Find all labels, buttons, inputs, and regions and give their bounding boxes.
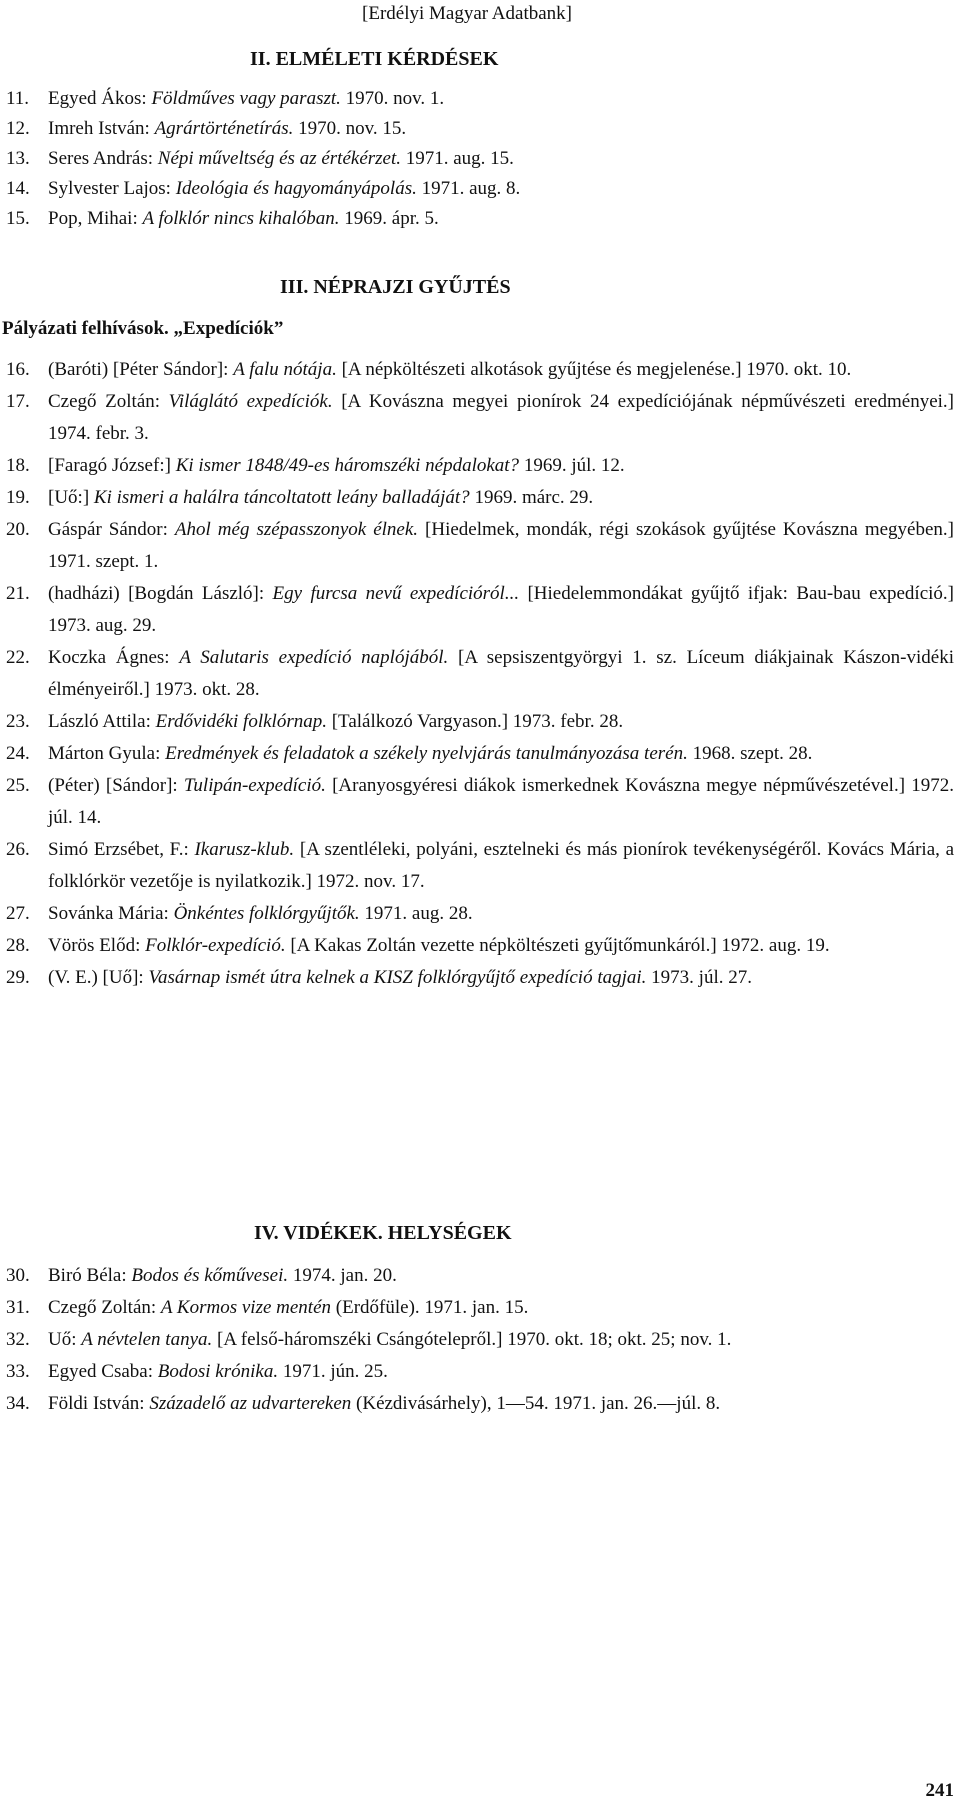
entry-author: Földi István: bbox=[48, 1393, 150, 1414]
entry-number: 28. bbox=[6, 935, 30, 956]
entry-details: [Aranyosgyéresi diákok ismerkednek Kovászna megye népművészetével.] 1972. júl. 14. bbox=[48, 775, 954, 828]
entry-number: 15. bbox=[6, 208, 30, 229]
entry-title: Bodosi krónika. bbox=[157, 1361, 279, 1382]
bibliography-entry bbox=[6, 1324, 954, 1356]
entry-number: 26. bbox=[6, 839, 30, 860]
section-4-entries bbox=[6, 1260, 954, 1420]
bibliography-entry bbox=[6, 386, 954, 450]
entry-number: 25. bbox=[6, 775, 30, 796]
entry-title: Egy furcsa nevű expedícióról... bbox=[272, 583, 520, 604]
entry-author: Simó Erzsébet, F.: bbox=[48, 839, 195, 860]
entry-number: 21. bbox=[6, 583, 30, 604]
entry-author: Imreh István: bbox=[48, 118, 155, 139]
entry-title: A Kormos vize mentén bbox=[160, 1297, 332, 1318]
entry-number: 16. bbox=[6, 359, 30, 380]
entry-details: 1969. márc. 29. bbox=[469, 487, 594, 508]
entry-details: 1968. szept. 28. bbox=[687, 743, 813, 764]
entry-author: László Attila: bbox=[48, 711, 156, 732]
entry-title: Ki ismeri a halálra táncoltatott leány balladáját? bbox=[93, 487, 470, 508]
entry-details: 1970. nov. 15. bbox=[293, 118, 407, 139]
entry-title: Népi műveltség és az értékérzet. bbox=[157, 148, 401, 169]
entry-number: 30. bbox=[6, 1265, 30, 1286]
entry-author: Biró Béla: bbox=[48, 1265, 132, 1286]
entry-title: A falu nótája. bbox=[233, 359, 337, 380]
entry-number: 17. bbox=[6, 391, 30, 412]
entry-title: Ideológia és hagyományápolás. bbox=[175, 178, 417, 199]
bibliography-entry bbox=[6, 898, 954, 930]
bibliography-entry bbox=[6, 706, 954, 738]
entry-number: 11. bbox=[6, 88, 30, 109]
bibliography-entry bbox=[6, 834, 954, 898]
bibliography-entry bbox=[6, 450, 954, 482]
entry-author: Koczka Ágnes: bbox=[48, 647, 180, 668]
entry-author: Sovánka Mária: bbox=[48, 903, 174, 924]
bibliography-entry bbox=[6, 1292, 954, 1324]
entry-author: (hadházi) [Bogdán László]: bbox=[48, 583, 273, 604]
entry-title: Földműves vagy paraszt. bbox=[151, 88, 341, 109]
section-3-entries bbox=[6, 354, 954, 994]
entry-author: Gáspár Sándor: bbox=[48, 519, 175, 540]
entry-title: A Salutaris expedíció naplójából. bbox=[179, 647, 449, 668]
section-3-subtitle: Pályázati felhívások. „Expedíciók” bbox=[2, 318, 284, 339]
section-4-title: IV. VIDÉKEK. HELYSÉGEK bbox=[254, 1222, 512, 1244]
entry-details: (Erdőfüle). 1971. jan. 15. bbox=[331, 1297, 529, 1318]
entry-details: 1970. nov. 1. bbox=[340, 88, 445, 109]
entry-author: (Péter) [Sándor]: bbox=[48, 775, 184, 796]
entry-title: Folklór-expedíció. bbox=[145, 935, 286, 956]
entry-number: 27. bbox=[6, 903, 30, 924]
entry-title: Eredmények és feladatok a székely nyelvjárás tanulmányozása terén. bbox=[165, 743, 688, 764]
section-2-title: II. ELMÉLETI KÉRDÉSEK bbox=[250, 48, 499, 70]
entry-author: Pop, Mihai: bbox=[48, 208, 143, 229]
entry-number: 29. bbox=[6, 967, 30, 988]
entry-author: Márton Gyula: bbox=[48, 743, 166, 764]
page-number: 241 bbox=[925, 1780, 954, 1801]
bibliography-entry bbox=[6, 1388, 954, 1420]
bibliography-entry bbox=[6, 642, 954, 706]
entry-number: 13. bbox=[6, 148, 30, 169]
entry-details: [Hiedelmek, mondák, régi szokások gyűjtése Kovászna megyében.] 1971. szept. 1. bbox=[48, 519, 954, 572]
entry-title: Világlátó expedíciók. bbox=[168, 391, 333, 412]
bibliography-entry bbox=[6, 578, 954, 642]
entry-number: 33. bbox=[6, 1361, 30, 1382]
entry-details: 1969. ápr. 5. bbox=[339, 208, 439, 229]
bibliography-entry bbox=[6, 738, 954, 770]
entry-title: Vasárnap ismét útra kelnek a KISZ folklórgyűjtő expedíció tagjai. bbox=[148, 967, 647, 988]
entry-details: [Találkozó Vargyason.] 1973. febr. 28. bbox=[326, 711, 624, 732]
source-header: [Erdélyi Magyar Adatbank] bbox=[362, 3, 572, 24]
entry-author: Uő: bbox=[48, 1329, 82, 1350]
entry-author: Czegő Zoltán: bbox=[48, 391, 169, 412]
bibliography-entry bbox=[6, 770, 954, 834]
entry-author: Vörös Előd: bbox=[48, 935, 146, 956]
entry-title: Ahol még szépasszonyok élnek. bbox=[174, 519, 419, 540]
bibliography-entry bbox=[6, 1260, 954, 1292]
entry-number: 19. bbox=[6, 487, 30, 508]
entry-number: 32. bbox=[6, 1329, 30, 1350]
entry-details: [A sepsiszentgyörgyi 1. sz. Líceum diákjainak Kászon-vidéki élményeiről.] 1973. okt. 28. bbox=[48, 647, 954, 700]
entry-author: Egyed Csaba: bbox=[48, 1361, 158, 1382]
entry-author: (Baróti) [Péter Sándor]: bbox=[48, 359, 234, 380]
section-2-entries bbox=[6, 84, 954, 234]
entry-details: [A népköltészeti alkotások gyűjtése és megjelenése.] 1970. okt. 10. bbox=[336, 359, 852, 380]
entry-details: [A Kakas Zoltán vezette népköltészeti gyűjtőmunkáról.] 1972. aug. 19. bbox=[285, 935, 830, 956]
entry-details: 1973. júl. 27. bbox=[646, 967, 752, 988]
entry-number: 23. bbox=[6, 711, 30, 732]
entry-details: 1971. jún. 25. bbox=[278, 1361, 388, 1382]
bibliography-entry bbox=[6, 482, 954, 514]
entry-title: Bodos és kőművesei. bbox=[131, 1265, 289, 1286]
entry-details: 1971. aug. 28. bbox=[359, 903, 473, 924]
entry-details: [A Kovászna megyei pionírok 24 expedíciójának népművészeti eredményei.] 1974. febr. 3. bbox=[48, 391, 954, 444]
entry-title: Agrártörténetírás. bbox=[154, 118, 294, 139]
entry-number: 14. bbox=[6, 178, 30, 199]
bibliography-entry bbox=[6, 1356, 954, 1388]
bibliography-entry bbox=[6, 84, 954, 114]
entry-title: Századelő az udvartereken bbox=[149, 1393, 352, 1414]
entry-details: 1969. júl. 12. bbox=[519, 455, 625, 476]
entry-author: [Faragó József:] bbox=[48, 455, 176, 476]
entry-title: Önkéntes folklórgyűjtők. bbox=[173, 903, 360, 924]
entry-title: Ikarusz-klub. bbox=[194, 839, 295, 860]
entry-author: Czegő Zoltán: bbox=[48, 1297, 161, 1318]
bibliography-entry bbox=[6, 174, 954, 204]
entry-author: [Uő:] bbox=[48, 487, 94, 508]
bibliography-entry bbox=[6, 514, 954, 578]
bibliography-entry bbox=[6, 930, 954, 962]
entry-title: Erdővidéki folklórnap. bbox=[155, 711, 327, 732]
bibliography-entry bbox=[6, 354, 954, 386]
entry-author: Sylvester Lajos: bbox=[48, 178, 176, 199]
bibliography-entry bbox=[6, 114, 954, 144]
entry-details: 1974. jan. 20. bbox=[288, 1265, 397, 1286]
entry-number: 18. bbox=[6, 455, 30, 476]
entry-number: 34. bbox=[6, 1393, 30, 1414]
entry-number: 24. bbox=[6, 743, 30, 764]
entry-title: Tulipán-expedíció. bbox=[183, 775, 326, 796]
entry-details: (Kézdivásárhely), 1—54. 1971. jan. 26.—júl. 8. bbox=[351, 1393, 721, 1414]
entry-number: 20. bbox=[6, 519, 30, 540]
entry-details: [A szentléleki, polyáni, esztelneki és más pionírok tevékenységéről. Kovács Mária, a folklórkör vezetője is nyilatkozik.] 1972. nov. 17. bbox=[48, 839, 954, 892]
entry-details: [A felső-háromszéki Csángótelepről.] 1970. okt. 18; okt. 25; nov. 1. bbox=[212, 1329, 732, 1350]
entry-number: 31. bbox=[6, 1297, 30, 1318]
entry-author: Seres András: bbox=[48, 148, 158, 169]
entry-author: (V. E.) [Uő]: bbox=[48, 967, 149, 988]
entry-title: A névtelen tanya. bbox=[81, 1329, 213, 1350]
entry-number: 22. bbox=[6, 647, 30, 668]
entry-author: Egyed Ákos: bbox=[48, 88, 152, 109]
entry-details: [Hiedelemmondákat gyűjtő ifjak: Bau-bau expedíció.] 1973. aug. 29. bbox=[48, 583, 955, 636]
bibliography-entry bbox=[6, 204, 954, 234]
entry-number: 12. bbox=[6, 118, 30, 139]
section-3-title: III. NÉPRAJZI GYŰJTÉS bbox=[280, 276, 511, 298]
entry-details: 1971. aug. 15. bbox=[401, 148, 514, 169]
entry-details: 1971. aug. 8. bbox=[416, 178, 521, 199]
bibliography-entry bbox=[6, 962, 954, 994]
entry-title: A folklór nincs kihalóban. bbox=[142, 208, 340, 229]
entry-title: Ki ismer 1848/49-es háromszéki népdalokat? bbox=[175, 455, 520, 476]
bibliography-entry bbox=[6, 144, 954, 174]
